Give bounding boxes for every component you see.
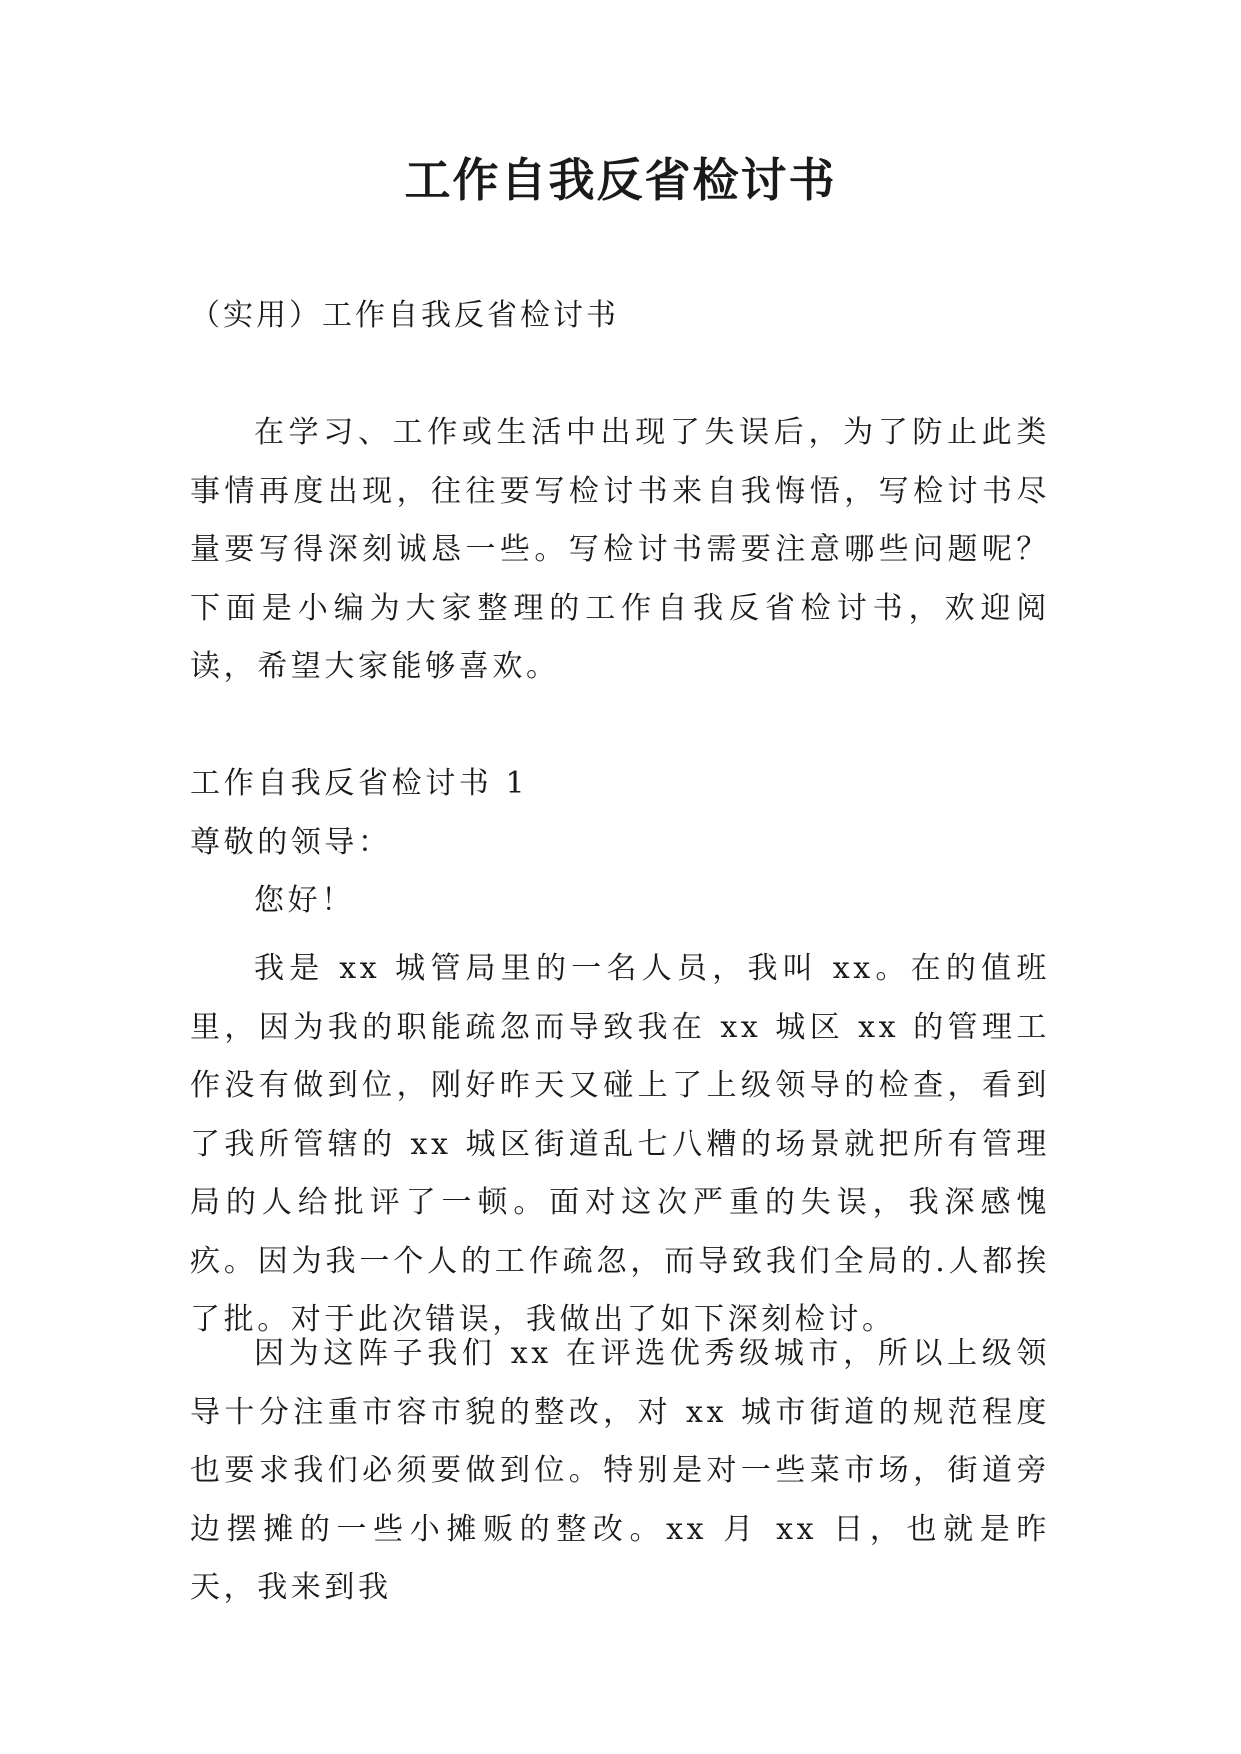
letter-header xyxy=(190,755,1050,931)
salutation: 尊敬的领导： xyxy=(190,824,392,860)
document-subtitle: （实用）工作自我反省检讨书 xyxy=(190,298,619,333)
greeting: 您好！ xyxy=(254,883,355,918)
section-heading: 工作自我反省检讨书 1 xyxy=(190,766,529,801)
body-paragraph-2: 因为这阵子我们 xx 在评选优秀级城市，所以上级领导十分注重市容市貌的整改，对 xx 城市街道的规范程度也要求我们必须要做到位。特别是对一些菜市场，街道旁边摆摊的一些小摊贩的整改。xx 月 xx 日，也就是昨天，我来到我 xyxy=(190,1336,1050,1605)
intro-paragraph: 在学习、工作或生活中出现了失误后，为了防止此类事情再度出现，往往要写检讨书来自我悔悟，写检讨书尽量要写得深刻诚恳一些。写检讨书需要注意哪些问题呢？下面是小编为大家整理的工作自我反省检讨书，欢迎阅读，希望大家能够喜欢。 xyxy=(190,415,1050,684)
body-paragraph-1: 我是 xx 城管局里的一名人员，我叫 xx。在的值班里，因为我的职能疏忽而导致我在 xx 城区 xx 的管理工作没有做到位，刚好昨天又碰上了上级领导的检查，看到了我所管辖的 xx 城区街道乱七八糟的场景就把所有管理局的人给批评了一顿。面对这次严重的失误，我深感愧疚。因为我一个人的工作疏忽，而导致我们全局的.人都挨了批。对于此次错误，我做出了如下深刻检讨。 xyxy=(190,951,1050,1337)
document-title: 工作自我反省检讨书 xyxy=(404,153,837,207)
